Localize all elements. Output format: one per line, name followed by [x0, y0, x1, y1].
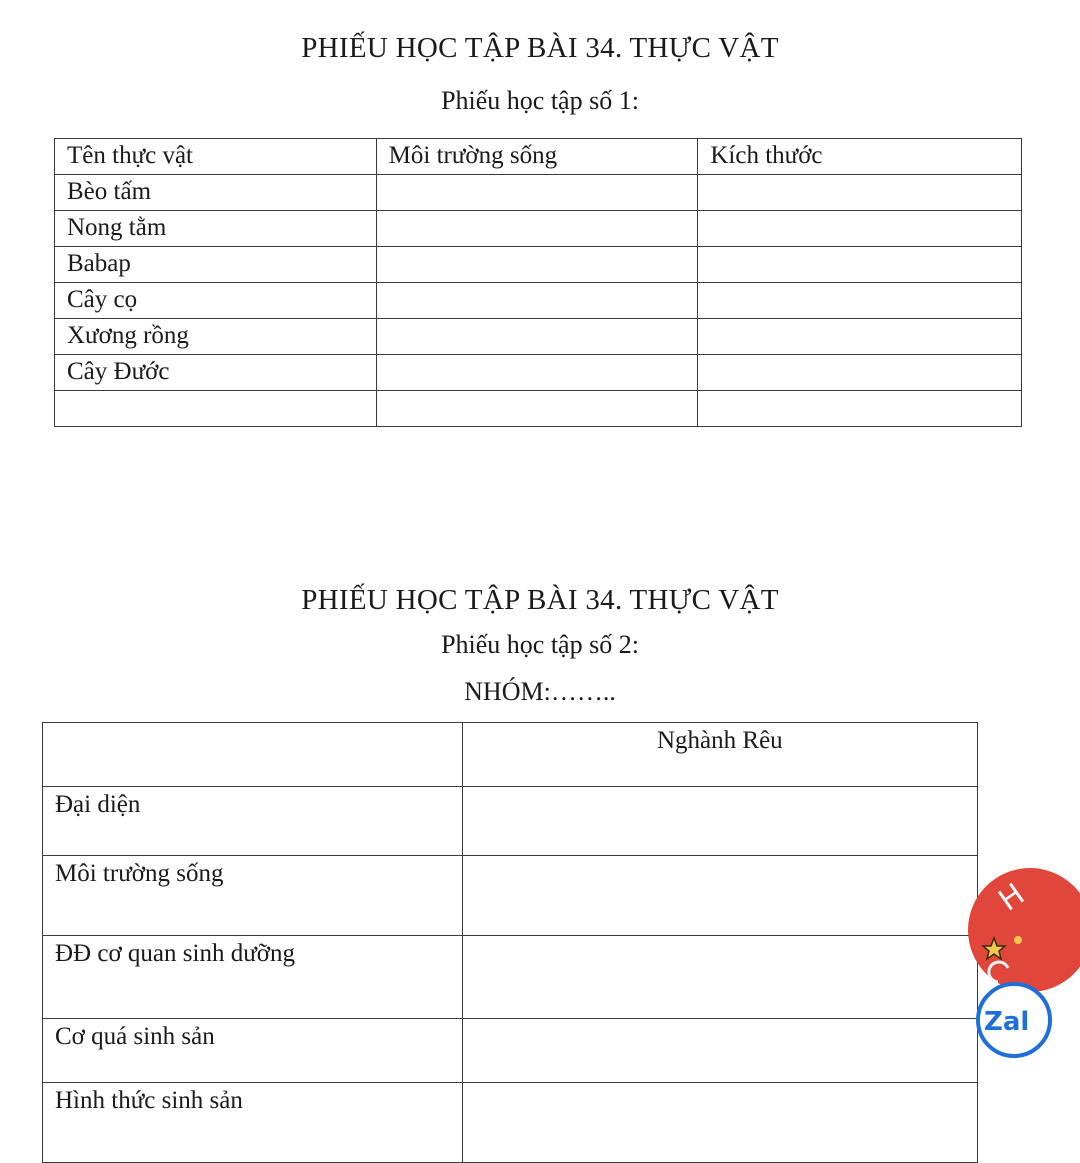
hoc-badge[interactable]	[968, 868, 1080, 992]
sheet2-title: PHIẾU HỌC TẬP BÀI 34. THỰC VẬT	[301, 584, 779, 616]
header-cell: Môi trường sống	[376, 139, 698, 175]
plant-name-cell: Bèo tấm	[55, 175, 377, 211]
row-label-cell: Hình thức sinh sản	[43, 1083, 463, 1163]
empty-cell	[698, 319, 1022, 355]
empty-cell	[462, 856, 977, 936]
table-row	[55, 175, 1022, 211]
empty-cell	[376, 211, 698, 247]
plant-name-cell: Xương rồng	[55, 319, 377, 355]
table-header-row	[55, 139, 1022, 175]
floating-widgets	[968, 860, 1032, 1060]
table-row	[43, 787, 978, 856]
sheet1-title: PHIẾU HỌC TẬP BÀI 34. THỰC VẬT	[301, 32, 779, 64]
plant-name-cell: Nong tằm	[55, 211, 377, 247]
empty-cell	[698, 391, 1022, 427]
empty-cell	[376, 319, 698, 355]
table-row	[43, 1083, 978, 1163]
table-row	[55, 319, 1022, 355]
table-row	[43, 1019, 978, 1083]
empty-cell	[698, 355, 1022, 391]
plant-name-cell	[55, 391, 377, 427]
header-cell: Kích thước	[698, 139, 1022, 175]
zalo-label: Zal	[984, 1007, 1030, 1037]
empty-cell	[376, 355, 698, 391]
empty-cell	[462, 787, 977, 856]
sheet1-table	[54, 138, 1022, 427]
table-row	[55, 283, 1022, 319]
svg-text:H: H	[992, 876, 1032, 919]
row-label-cell: ĐĐ cơ quan sinh dưỡng	[43, 936, 463, 1019]
table-row	[55, 355, 1022, 391]
empty-cell	[376, 175, 698, 211]
empty-cell	[43, 723, 463, 787]
sheet1-subtitle: Phiếu học tập số 1:	[441, 86, 639, 115]
table-row	[55, 391, 1022, 427]
table-row	[43, 856, 978, 936]
empty-cell	[698, 283, 1022, 319]
plant-name-cell: Cây Đước	[55, 355, 377, 391]
sheet2-subtitle: Phiếu học tập số 2:	[441, 630, 639, 659]
zalo-button[interactable]	[978, 984, 1050, 1056]
row-label-cell: Cơ quá sinh sản	[43, 1019, 463, 1083]
empty-cell	[698, 247, 1022, 283]
sheet2-table	[42, 722, 978, 1163]
empty-cell	[698, 175, 1022, 211]
header-cell: Tên thực vật	[55, 139, 377, 175]
table-header-row	[43, 723, 978, 787]
empty-cell	[376, 283, 698, 319]
empty-cell	[376, 247, 698, 283]
empty-cell	[462, 1083, 977, 1163]
table-row	[55, 247, 1022, 283]
sheet2-group-label: NHÓM:……..	[464, 677, 616, 706]
row-label-cell: Đại diện	[43, 787, 463, 856]
table-row	[55, 211, 1022, 247]
table-row	[43, 936, 978, 1019]
empty-cell	[462, 936, 977, 1019]
empty-cell	[698, 211, 1022, 247]
row-label-cell: Môi trường sống	[43, 856, 463, 936]
plant-name-cell: Cây cọ	[55, 283, 377, 319]
header-cell: Nghành Rêu	[462, 723, 977, 787]
empty-cell	[376, 391, 698, 427]
dot-icon	[1014, 936, 1022, 944]
plant-name-cell: Babap	[55, 247, 377, 283]
empty-cell	[462, 1019, 977, 1083]
